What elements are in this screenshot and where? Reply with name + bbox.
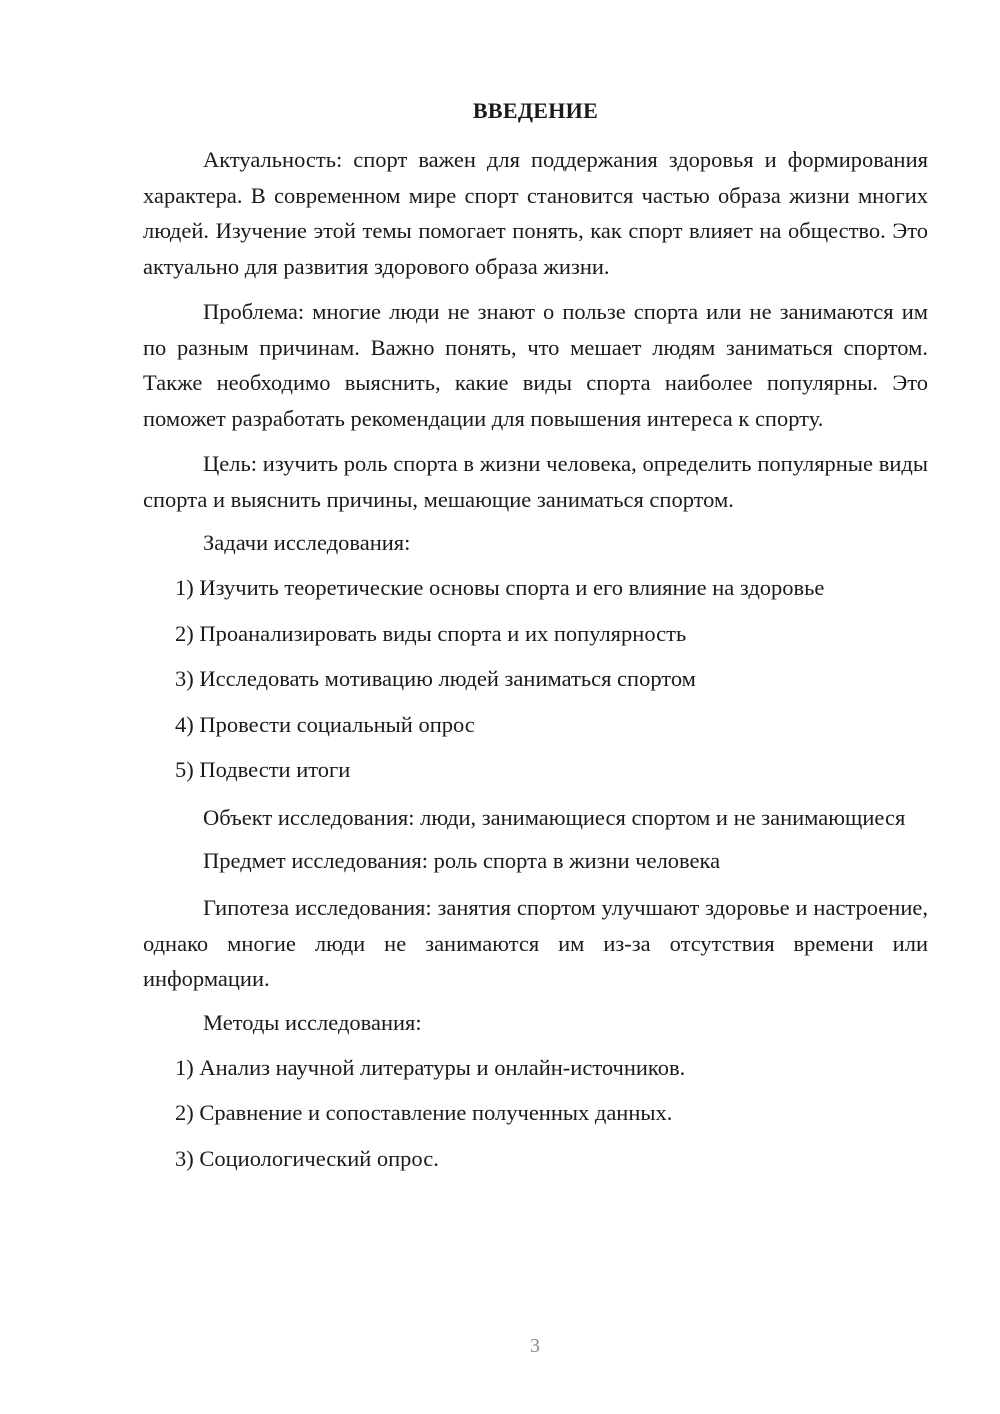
task-item: 2) Проанализировать виды спорта и их популярность	[175, 620, 687, 646]
task-item: 5) Подвести итоги	[175, 757, 351, 782]
task-item: 4) Провести социальный опрос	[175, 711, 475, 737]
hypothesis-paragraph: Гипотеза исследования: занятия спортом улучшают здоровье и настроение, однако многие люди не занимаются им из-за отсутствия времени или информации.	[143, 895, 928, 991]
page-number: 3	[530, 1335, 540, 1357]
task-item: 3) Исследовать мотивацию людей заниматься спортом	[175, 666, 696, 691]
section-heading: ВВЕДЕНИЕ	[472, 98, 599, 123]
object-paragraph: Объект исследования: люди, занимающиеся спортом и не занимающиеся	[203, 804, 906, 830]
goal-paragraph: Цель: изучить роль спорта в жизни человека, определить популярные виды спорта и выяснить причины, мешающие заниматься спортом.	[143, 451, 928, 512]
tasks-title: Задачи исследования:	[203, 530, 411, 555]
method-item: 1) Анализ научной литературы и онлайн-источников.	[175, 1054, 686, 1080]
problem-paragraph: Проблема: многие люди не знают о пользе спорта или не занимаются им по разным причинам. Важно понять, что мешает людям заниматься спортом. Также необходимо выяснить, какие виды спорта наиболее популярны. Это поможет разработать рекомендации для повышения интереса к спорту.	[143, 299, 928, 431]
actuality-paragraph: Актуальность: спорт важен для поддержания здоровья и формирования характера. В современном мире спорт становится частью образа жизни многих людей. Изучение этой темы помогает понять, как спорт влияет на общество. Это актуально для развития здорового образа жизни.	[143, 147, 928, 279]
method-item: 2) Сравнение и сопоставление полученных данных.	[175, 1100, 673, 1125]
method-item: 3) Социологический опрос.	[175, 1145, 439, 1171]
subject-line: Предмет исследования: роль спорта в жизни человека	[203, 848, 721, 873]
page-content	[143, 95, 928, 1188]
methods-title: Методы исследования:	[203, 1009, 422, 1035]
task-item: 1) Изучить теоретические основы спорта и его влияние на здоровье	[175, 575, 825, 600]
